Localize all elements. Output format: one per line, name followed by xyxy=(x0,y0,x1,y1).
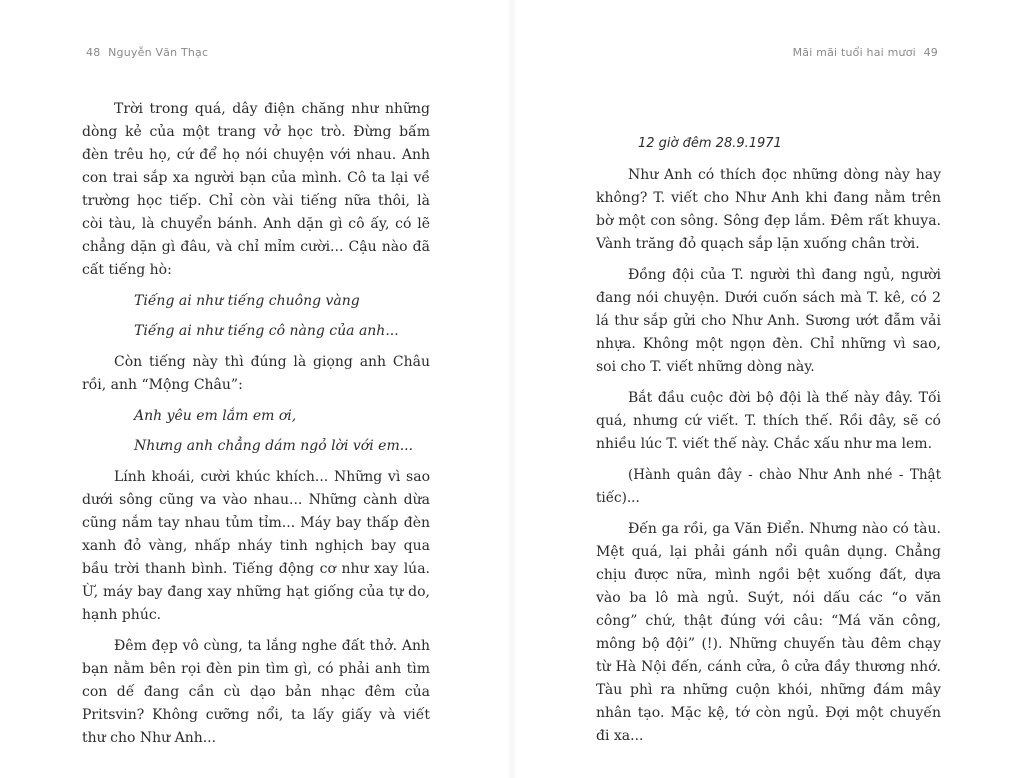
paragraph: Đến ga rồi, ga Văn Điển. Nhưng nào có tàu. Mệt quá, lại phải gánh nổi quân dụng. Chẳng chịu được nữa, mình ngồi bệt xuống đất, dựa vào ba lô mà ngủ. Suýt, nói dấu các “o văn công” chứ, thật đúng với câu: “Má văn công, mông bộ đội” (!). Những chuyến tàu đêm chạy từ Hà Nội đến, cánh cửa, ô cửa đầy thương nhớ. Tàu phì ra những cuộn khói, những đám mây nhân tạo. Mặc kệ, tớ còn ngủ. Đợi một chuyến đi xa... xyxy=(596,521,941,744)
left-running-header xyxy=(82,46,208,59)
letter-dateline: 12 giờ đêm 28.9.1971 xyxy=(638,136,782,151)
right-page-body xyxy=(596,132,941,756)
verse-line: Nhưng anh chẳng dám ngỏ lời với em... xyxy=(134,438,414,454)
paragraph: Còn tiếng này thì đúng là giọng anh Châu rồi, anh “Mộng Châu”: xyxy=(82,354,430,393)
verse-line: Tiếng ai như tiếng cô nàng của anh... xyxy=(134,323,399,339)
right-page-number: 49 xyxy=(923,46,938,59)
left-page-number: 48 xyxy=(86,46,101,59)
paragraph: (Hành quân đây - chào Như Anh nhé - Thật tiếc)... xyxy=(596,467,941,506)
left-running-head: Nguyễn Văn Thạc xyxy=(108,46,209,59)
paragraph: Trời trong quá, dây điện chăng như những dòng kẻ của một trang vở học trò. Đừng bấm đèn trêu họ, cứ để họ nói chuyện với nhau. Anh con trai sắp xa người bạn của mình. Cô ta lại về trường học tiếp. Chỉ còn vài tiếng nữa thôi, là còi tàu, là chuyển bánh. Anh dặn gì cô ấy, có lẽ chẳng dặn gì đâu, và chỉ mỉm cười... Cậu nào đã cất tiếng hò: xyxy=(82,101,430,278)
paragraph: Bắt đầu cuộc đời bộ đội là thế này đây. Tối quá, nhưng cứ viết. T. thích thế. Rồi đây, sẽ có nhiều lúc T. viết thế này. Chắc xấu như ma lem. xyxy=(596,390,941,452)
verse-line: Tiếng ai như tiếng chuông vàng xyxy=(134,293,360,309)
verse-line: Anh yêu em lắm em ơi, xyxy=(134,408,297,424)
right-running-header xyxy=(793,46,942,59)
right-running-head: Mãi mãi tuổi hai mươi xyxy=(792,46,916,59)
paragraph: Đêm đẹp vô cùng, ta lắng nghe đất thở. Anh bạn nằm bên rọi đèn pin tìm gì, có phải anh tìm con dế đang cần cù dạo bản nhạc đêm của Pritsvin? Không cưỡng nổi, ta lấy giấy và viết thư cho Như Anh... xyxy=(82,638,430,746)
paragraph: Lính khoái, cười khúc khích... Những vì sao dưới sông cũng va vào nhau... Những cành dừa cũng nắm tay nhau tủm tỉm... Máy bay thấp đèn xanh đỏ vàng, nhấp nháy tinh nghịch bay qua bầu trời thanh bình. Tiếng động cơ như xay lúa. Ừ, máy bay đang xay những hạt giống của tự do, hạnh phúc. xyxy=(82,469,430,623)
right-page xyxy=(512,0,1024,778)
paragraph: Như Anh có thích đọc những dòng này hay không? T. viết cho Như Anh khi đang nằm trên bờ một con sông. Sông đẹp lắm. Đêm rất khuya. Vành trăng đỏ quạch sắp lặn xuống chân trời. xyxy=(596,167,941,252)
left-page-body xyxy=(82,98,430,758)
paragraph: Đồng đội của T. người thì đang ngủ, người đang nói chuyện. Dưới cuốn sách mà T. kê, có 2 lá thư sắp gửi cho Như Anh. Sương ướt đẫm vải nhựa. Không một ngọn đèn. Chỉ những vì sao, soi cho T. viết những dòng này. xyxy=(596,267,941,375)
